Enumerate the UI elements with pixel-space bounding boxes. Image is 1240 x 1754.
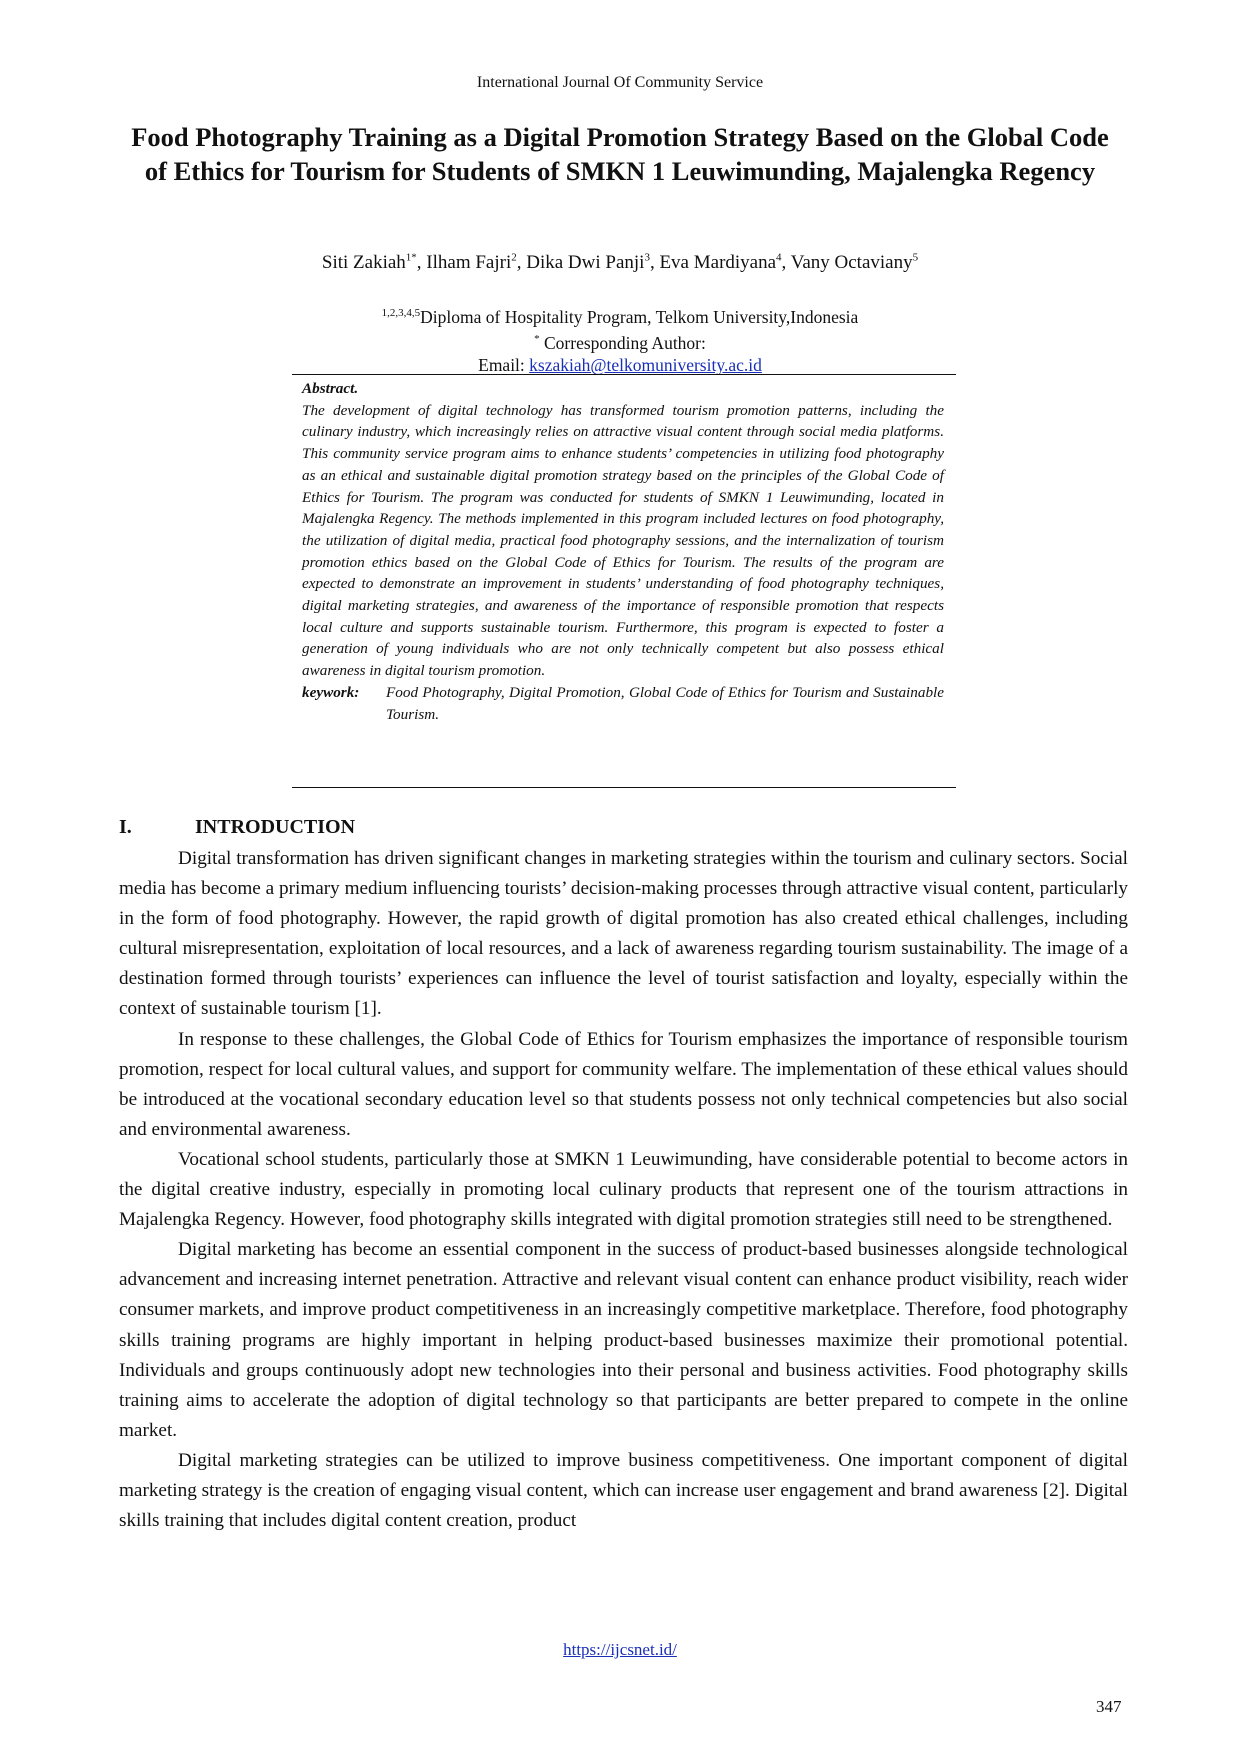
paragraph: Digital transformation has driven significant changes in marketing strategies within the tourism and culinary sectors. Social media has become a primary medium influencing tourists’ decision-making processes through attractive visual content, particularly in the form of food photography. However, the rapid growth of digital promotion has also created ethical challenges, including cultural misrepresentation, exploitation of local resources, and a lack of awareness regarding tourism sustainability. The image of a destination formed through tourists’ experiences can influence the level of tourist satisfaction and loyalty, especially within the context of sustainable tourism [1]. bbox=[119, 848, 1128, 1020]
keywords-text: Food Photography, Digital Promotion, Global Code of Ethics for Tourism and Sustainable Tourism. bbox=[386, 683, 944, 723]
abstract-heading: Abstract. bbox=[302, 380, 359, 397]
paragraph: In response to these challenges, the Global Code of Ethics for Tourism emphasizes the importance of responsible tourism promotion, respect for local cultural values, and support for community welfare. The implementation of these ethical values should be introduced at the vocational secondary education level so that students possess not only technical competencies but also social and environmental awareness. bbox=[119, 1028, 1128, 1140]
journal-url-link[interactable]: https://ijcsnet.id/ bbox=[563, 1640, 677, 1659]
abstract-text: The development of digital technology has transformed tourism promotion patterns, including the culinary industry, which increasingly relies on attractive visual content through social media platforms. This community service program aims to enhance students’ competencies in utilizing food photography as an ethical and sustainable digital promotion strategy based on the principles of the Global Code of Ethics for Tourism. The program was conducted for students of SMKN 1 Leuwimunding, located in Majalengka Regency. The methods implemented in this program included lectures on food photography, the utilization of digital media, practical food photography sessions, and the internalization of tourism promotion ethics based on the Global Code of Ethics for Tourism. The results of the program are expected to demonstrate an improvement in students’ understanding of food photography techniques, digital marketing strategies, and awareness of the importance of responsible promotion that respects local culture and supports sustainable tourism. Furthermore, this program is expected to foster a generation of young individuals who are not only technically competent but also possess ethical awareness in digital tourism promotion. bbox=[302, 401, 944, 680]
abstract-block bbox=[302, 378, 944, 725]
paragraph: Vocational school students, particularly those at SMKN 1 Leuwimunding, have considerable potential to become actors in the digital creative industry, especially in promoting local culinary products that represent one of the tourism attractions in Majalengka Regency. However, food photography skills integrated with digital promotion strategies still need to be strengthened. bbox=[119, 1148, 1128, 1231]
body-text bbox=[119, 844, 1128, 1536]
journal-header: International Journal Of Community Service bbox=[476, 74, 764, 91]
author: Vany Octaviany$^5$ bbox=[790, 252, 919, 274]
footer-url bbox=[0, 1640, 1240, 1660]
author-list bbox=[0, 252, 1240, 274]
paragraph: Digital marketing strategies can be utilized to improve business competitiveness. One important component of digital marketing strategy is the creation of engaging visual content, which can increase user engagement and brand awareness [2]. Digital skills training that includes digital content creation, product bbox=[119, 1449, 1128, 1532]
corresponding-author: * Corresponding Author: bbox=[534, 332, 706, 353]
page-number: 347 bbox=[1096, 1697, 1122, 1716]
section-number: I. bbox=[119, 816, 132, 838]
affiliation-block bbox=[0, 302, 1240, 376]
author: Ilham Fajri$^2$, bbox=[426, 252, 527, 274]
section-heading bbox=[119, 816, 355, 839]
paragraph: Digital marketing has become an essential component in the success of product-based businesses alongside technological advancement and increasing internet penetration. Attractive and relevant visual content can enhance product visibility, reach wider consumer markets, and improve product competitiveness in an increasingly competitive marketplace. Therefore, food photography skills training programs are highly important in helping product-based businesses maximize their promotional potential. Individuals and groups continuously adopt new technologies into their personal and business activities. Food photography skills training aims to accelerate the adoption of digital technology so that participants are better prepared to compete in the online market. bbox=[119, 1239, 1128, 1441]
abstract-bottom-rule bbox=[292, 787, 956, 788]
author: Siti Zakiah$^{1*}$, bbox=[321, 252, 427, 274]
author: Eva Mardiyana$^4$, bbox=[659, 252, 791, 274]
paper-title: Food Photography Training as a Digital Promotion Strategy Based on the Global Code of Ethics for Tourism for Students of SMKN 1 Leuwimunding, Majalengka Regency bbox=[131, 122, 1109, 186]
section-title: INTRODUCTION bbox=[195, 816, 356, 838]
abstract-top-rule bbox=[292, 374, 956, 375]
keywords-label: keywork: bbox=[302, 683, 360, 701]
email-line: Email: kszakiah@telkomuniversity.ac.id bbox=[478, 354, 762, 375]
affiliation: $^{1,2,3,4,5}$Diploma of Hospitality Program, Telkom University,Indonesia bbox=[381, 306, 859, 327]
email-link[interactable]: kszakiah@telkomuniversity.ac.id bbox=[529, 354, 762, 375]
keywords bbox=[302, 682, 944, 725]
author: Dika Dwi Panji$^3$, bbox=[526, 252, 660, 274]
